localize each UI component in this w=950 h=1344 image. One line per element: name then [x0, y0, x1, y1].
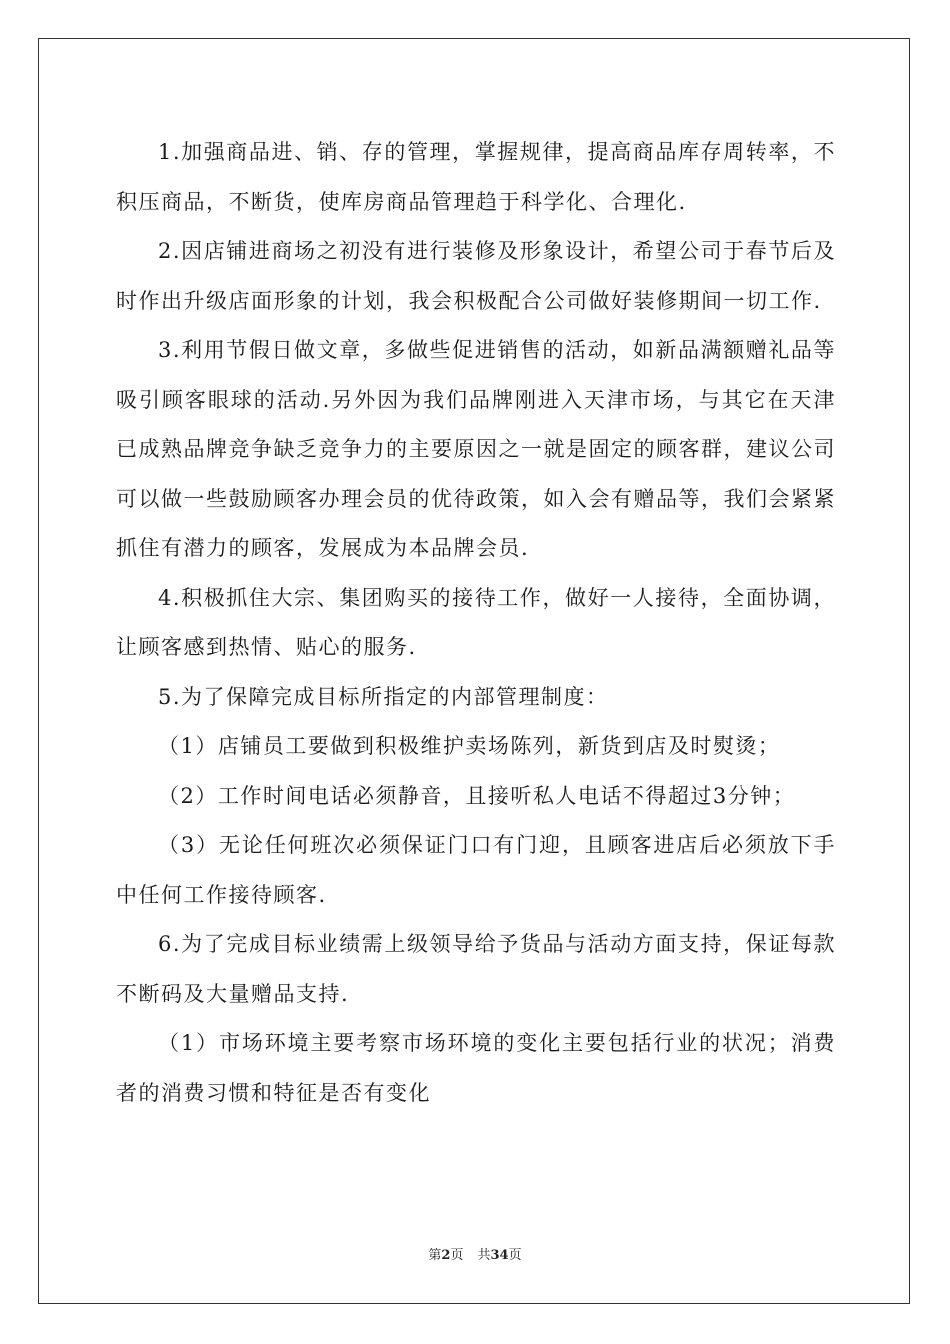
- paragraph-1: 1.加强商品进、销、存的管理，掌握规律，提高商品库存周转率，不积压商品，不断货，使库房商品管理趋于科学化、合理化.: [116, 140, 836, 214]
- paragraph-4: 4.积极抓住大宗、集团购买的接待工作，做好一人接待，全面协调，让顾客感到热情、贴心的服务.: [116, 585, 836, 659]
- paragraph-6: 6.为了完成目标业绩需上级领导给予货品与活动方面支持，保证每款不断码及大量赠品支持.: [116, 932, 836, 1006]
- total-prefix: 共: [477, 1248, 491, 1263]
- page-footer: [0, 1244, 950, 1263]
- total-suffix: 页: [508, 1248, 522, 1263]
- paragraph-5-item-3: （3）无论任何班次必须保证门口有门迎，且顾客进店后必须放下手中任何工作接待顾客.: [116, 833, 836, 907]
- paragraph-5-item-1: （1）店铺员工要做到积极维护卖场陈列，新货到店及时熨烫；: [158, 734, 781, 758]
- page-prefix: 第: [428, 1248, 442, 1263]
- page-current: 2: [441, 1248, 451, 1263]
- paragraph-5: 5.为了保障完成目标所指定的内部管理制度：: [158, 684, 609, 709]
- paragraph-3: 3.利用节假日做文章，多做些促进销售的活动，如新品满额赠礼品等吸引顾客眼球的活动.另外因为我们品牌刚进入天津市场，与其它在天津已成熟品牌竞争缺乏竞争力的主要原因之一就是固定的顾客群，建议公司可以做一些鼓励顾客办理会员的优待政策，如入会有赠品等，我们会紧紧抓住有潜力的顾客，发展成为本品牌会员.: [116, 338, 836, 560]
- paragraph-2: 2.因店铺进商场之初没有进行装修及形象设计，希望公司于春节后及时作出升级店面形象的计划，我会积极配合公司做好装修期间一切工作.: [116, 239, 836, 313]
- paragraph-6-item-1: （1）市场环境主要考察市场环境的变化主要包括行业的状况；消费者的消费习惯和特征是否有变化: [116, 1031, 836, 1105]
- document-body: [116, 128, 836, 1118]
- page-total: 34: [490, 1248, 509, 1263]
- paragraph-5-item-2: （2）工作时间电话必须静音，且接听私人电话不得超过3分钟；: [158, 783, 796, 808]
- page-suffix: 页: [450, 1248, 464, 1263]
